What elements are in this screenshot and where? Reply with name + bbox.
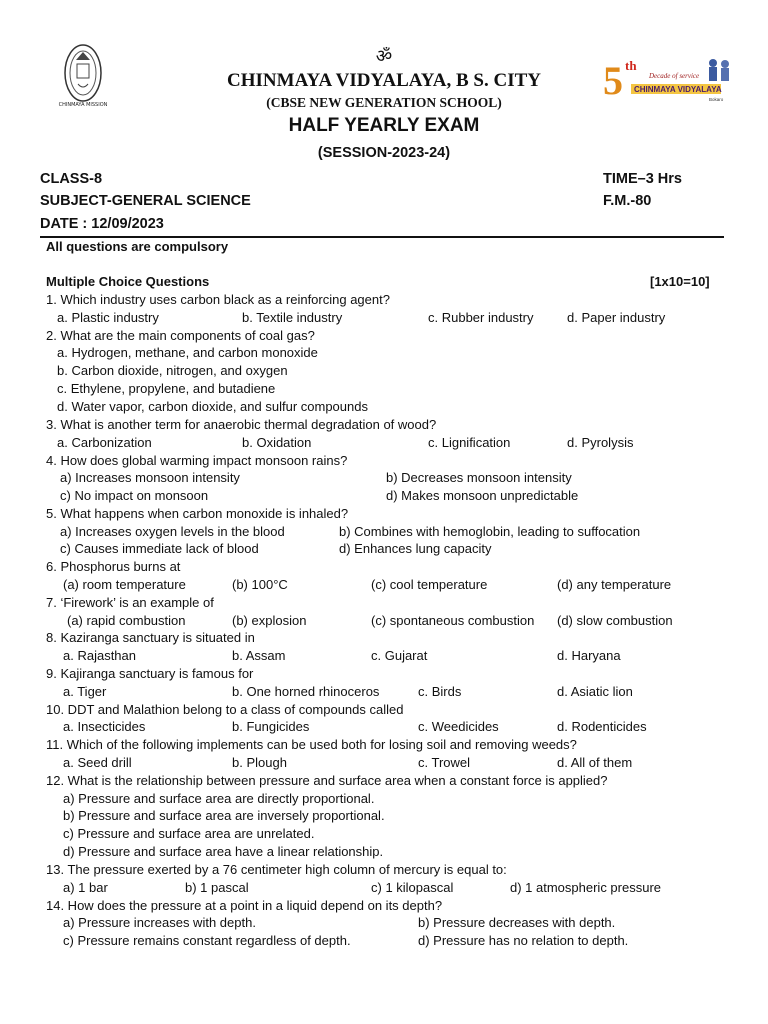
question-text: 11. Which of the following implements can be used both for losing soil and removing weeds? [46, 737, 577, 752]
option: a. Tiger [63, 684, 107, 699]
question-text: 3. What is another term for anaerobic thermal degradation of wood? [46, 417, 437, 432]
option: (b) 100°C [232, 577, 288, 592]
option: b. Textile industry [242, 310, 343, 325]
option: b) Combines with hemoglobin, leading to suffocation [339, 524, 641, 539]
question-text: 8. Kaziranga sanctuary is situated in [46, 630, 255, 645]
option: c) Causes immediate lack of blood [60, 541, 259, 556]
option: a) Pressure and surface area are directly proportional. [63, 791, 375, 806]
option: d) Pressure and surface area have a linear relationship. [63, 844, 384, 859]
svg-text:CHINMAYA VIDYALAYA: CHINMAYA VIDYALAYA [634, 85, 722, 94]
option: a. Insecticides [63, 719, 146, 734]
option: b. Carbon dioxide, nitrogen, and oxygen [57, 363, 288, 378]
option: c. Trowel [418, 755, 471, 770]
class-label: CLASS-8 [40, 171, 103, 187]
option: d. Asiatic lion [557, 684, 633, 699]
exam-title: HALF YEARLY EXAM [288, 115, 480, 136]
option: a. Plastic industry [57, 310, 159, 325]
question-text: 13. The pressure exerted by a 76 centimeter high column of mercury is equal to: [46, 862, 507, 877]
header-divider [40, 236, 724, 238]
question-text: 5. What happens when carbon monoxide is inhaled? [46, 506, 349, 521]
option: a) Pressure increases with depth. [63, 915, 256, 930]
question-text: 1. Which industry uses carbon black as a reinforcing agent? [46, 292, 390, 307]
option: d. Rodenticides [557, 719, 647, 734]
option: b. Plough [232, 755, 287, 770]
question-text: 4. How does global warming impact monsoon rains? [46, 453, 348, 468]
option: b) Decreases monsoon intensity [386, 470, 572, 485]
option: c. Gujarat [371, 648, 428, 663]
date-label: DATE : 12/09/2023 [40, 216, 164, 232]
option: a) Increases oxygen levels in the blood [60, 524, 285, 539]
option: d. Pyrolysis [567, 435, 634, 450]
option: (d) slow combustion [557, 613, 673, 628]
section-title: Multiple Choice Questions [46, 274, 210, 289]
om-symbol: ॐ [375, 46, 393, 67]
question-text: 12. What is the relationship between pressure and surface area when a constant force is applied? [46, 773, 608, 788]
option: b. Assam [232, 648, 286, 663]
option: (c) cool temperature [371, 577, 488, 592]
option: c. Lignification [428, 435, 511, 450]
option: d) 1 atmospheric pressure [510, 880, 662, 895]
option: (a) rapid combustion [67, 613, 186, 628]
svg-text:5: 5 [603, 58, 623, 103]
option: d) Pressure has no relation to depth. [418, 933, 629, 948]
option: b. Oxidation [242, 435, 312, 450]
option: c) No impact on monsoon [60, 488, 209, 503]
option: b) Pressure decreases with depth. [418, 915, 616, 930]
full-marks-label: F.M.-80 [603, 193, 652, 209]
option: (c) spontaneous combustion [371, 613, 535, 628]
option: b. Fungicides [232, 719, 310, 734]
time-label: TIME–3 Hrs [603, 171, 682, 187]
option: c) Pressure remains constant regardless of depth. [63, 933, 351, 948]
option: c. Ethylene, propylene, and butadiene [57, 381, 276, 396]
school-subtitle: (CBSE NEW GENERATION SCHOOL) [266, 95, 502, 110]
svg-text:Decade of service: Decade of service [649, 72, 700, 80]
option: a. Carbonization [57, 435, 152, 450]
question-text: 14. How does the pressure at a point in a liquid depend on its depth? [46, 898, 443, 913]
svg-text:Bokaro: Bokaro [709, 97, 724, 102]
option: (d) any temperature [557, 577, 672, 592]
question-text: 2. What are the main components of coal gas? [46, 328, 315, 343]
section-marks: [1x10=10] [650, 274, 710, 289]
option: c) Pressure and surface area are unrelated. [63, 826, 315, 841]
subject-label: SUBJECT-GENERAL SCIENCE [40, 193, 251, 209]
question-text: 6. Phosphorus burns at [46, 559, 181, 574]
option: c. Birds [418, 684, 462, 699]
option: a) 1 bar [63, 880, 108, 895]
option: d. Paper industry [567, 310, 666, 325]
option: a. Hydrogen, methane, and carbon monoxide [57, 345, 318, 360]
option: b) Pressure and surface area are inversely proportional. [63, 808, 385, 823]
svg-text:CHINMAYA MISSION: CHINMAYA MISSION [58, 102, 108, 108]
school-name: CHINMAYA VIDYALAYA, B S. CITY [227, 70, 541, 91]
option: (b) explosion [232, 613, 307, 628]
option: b) 1 pascal [185, 880, 249, 895]
instructions: All questions are compulsory [46, 239, 229, 254]
exam-session: (SESSION-2023-24) [317, 145, 451, 161]
question-text: 7. ‘Firework’ is an example of [46, 595, 214, 610]
option: a. Seed drill [63, 755, 132, 770]
option: c. Rubber industry [428, 310, 534, 325]
question-text: 10. DDT and Malathion belong to a class of compounds called [46, 702, 404, 717]
option: c. Weedicides [418, 719, 499, 734]
option: a) Increases monsoon intensity [60, 470, 240, 485]
option: a. Rajasthan [63, 648, 136, 663]
option: d. Haryana [557, 648, 621, 663]
option: c) 1 kilopascal [371, 880, 454, 895]
option: d) Makes monsoon unpredictable [386, 488, 579, 503]
option: d. All of them [557, 755, 633, 770]
svg-text:th: th [625, 58, 637, 73]
question-text: 9. Kajiranga sanctuary is famous for [46, 666, 254, 681]
option: d) Enhances lung capacity [339, 541, 492, 556]
option: (a) room temperature [63, 577, 186, 592]
option: b. One horned rhinoceros [232, 684, 380, 699]
option: d. Water vapor, carbon dioxide, and sulfur compounds [57, 399, 368, 414]
